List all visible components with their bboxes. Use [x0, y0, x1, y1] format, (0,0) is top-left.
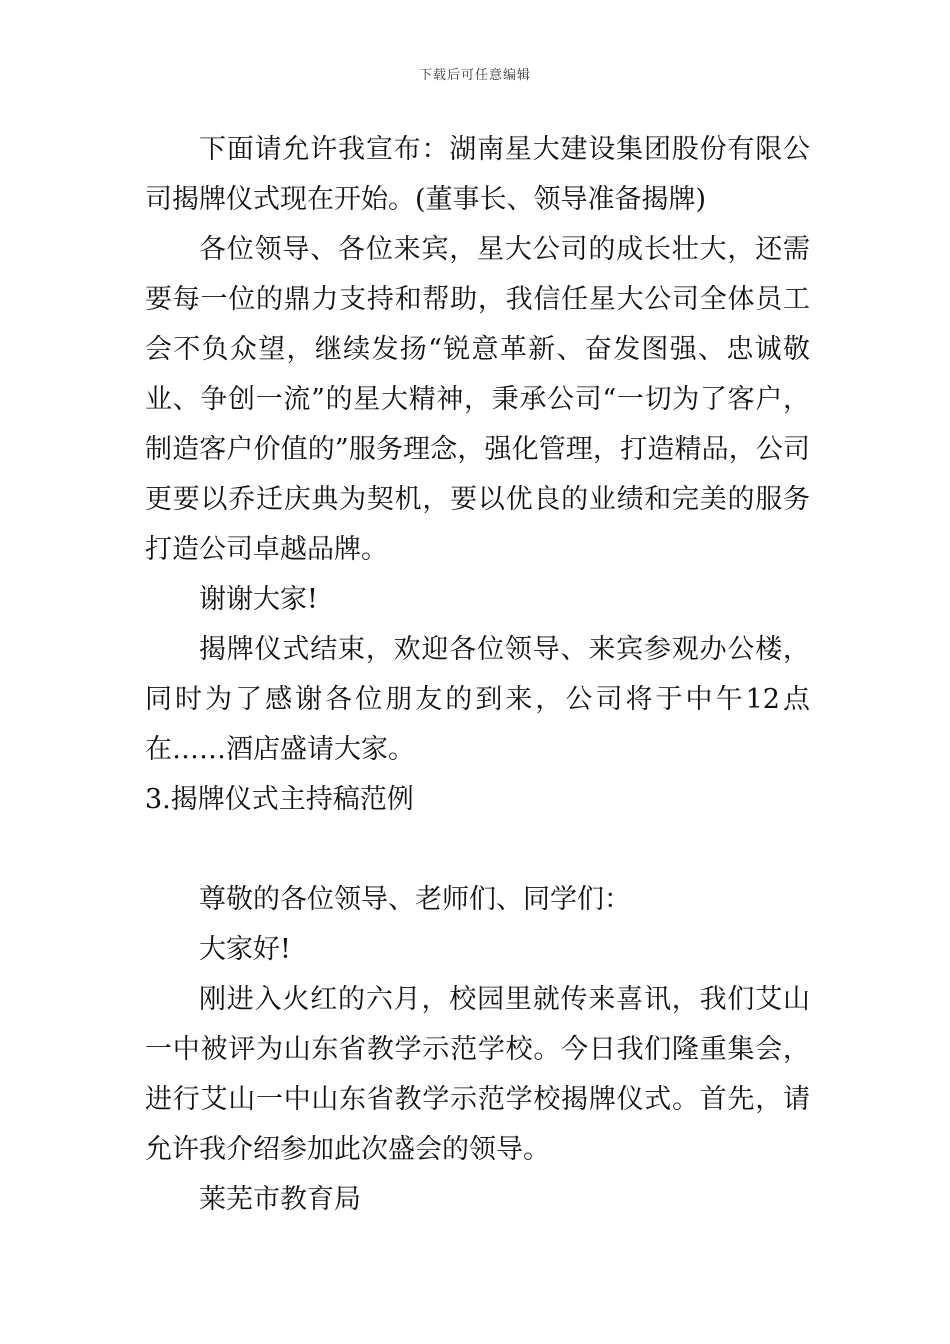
- paragraph-introduction: 刚进入火红的六月，校园里就传来喜讯，我们艾山一中被评为山东省教学示范学校。今日我们隆重集会，进行艾山一中山东省教学示范学校揭牌仪式。首先，请允许我介绍参加此次盛会的领导。: [145, 984, 810, 1165]
- header-note: 下载后可任意编辑: [418, 68, 531, 83]
- paragraph-organization: 莱芜市教育局: [199, 1184, 361, 1215]
- paragraph-greeting: 大家好!: [199, 934, 291, 965]
- paragraph-closing: 揭牌仪式结束，欢迎各位领导、来宾参观办公楼，同时为了感谢各位朋友的到来，公司将于中午12点在……酒店盛请大家。: [145, 634, 810, 765]
- paragraph-announcement: 下面请允许我宣布：湖南星大建设集团股份有限公司揭牌仪式现在开始。(董事长、领导准备揭牌): [145, 134, 810, 215]
- paragraph-salutation: 尊敬的各位领导、老师们、同学们：: [199, 884, 631, 915]
- paragraph-speech: 各位领导、各位来宾，星大公司的成长壮大，还需要每一位的鼎力支持和帮助，我信任星大公司全体员工会不负众望，继续发扬“锐意革新、奋发图强、忠诚敬业、争创一流”的星大精神，秉承公司“一切为了客户，制造客户价值的”服务理念，强化管理，打造精品，公司更要以乔迁庆典为契机，要以优良的业绩和完美的服务打造公司卓越品牌。: [145, 234, 810, 565]
- section-heading: 3.揭牌仪式主持稿范例: [145, 784, 414, 815]
- blank-line: [145, 825, 810, 875]
- document-body: [145, 125, 810, 1225]
- paragraph-thanks: 谢谢大家!: [199, 584, 318, 615]
